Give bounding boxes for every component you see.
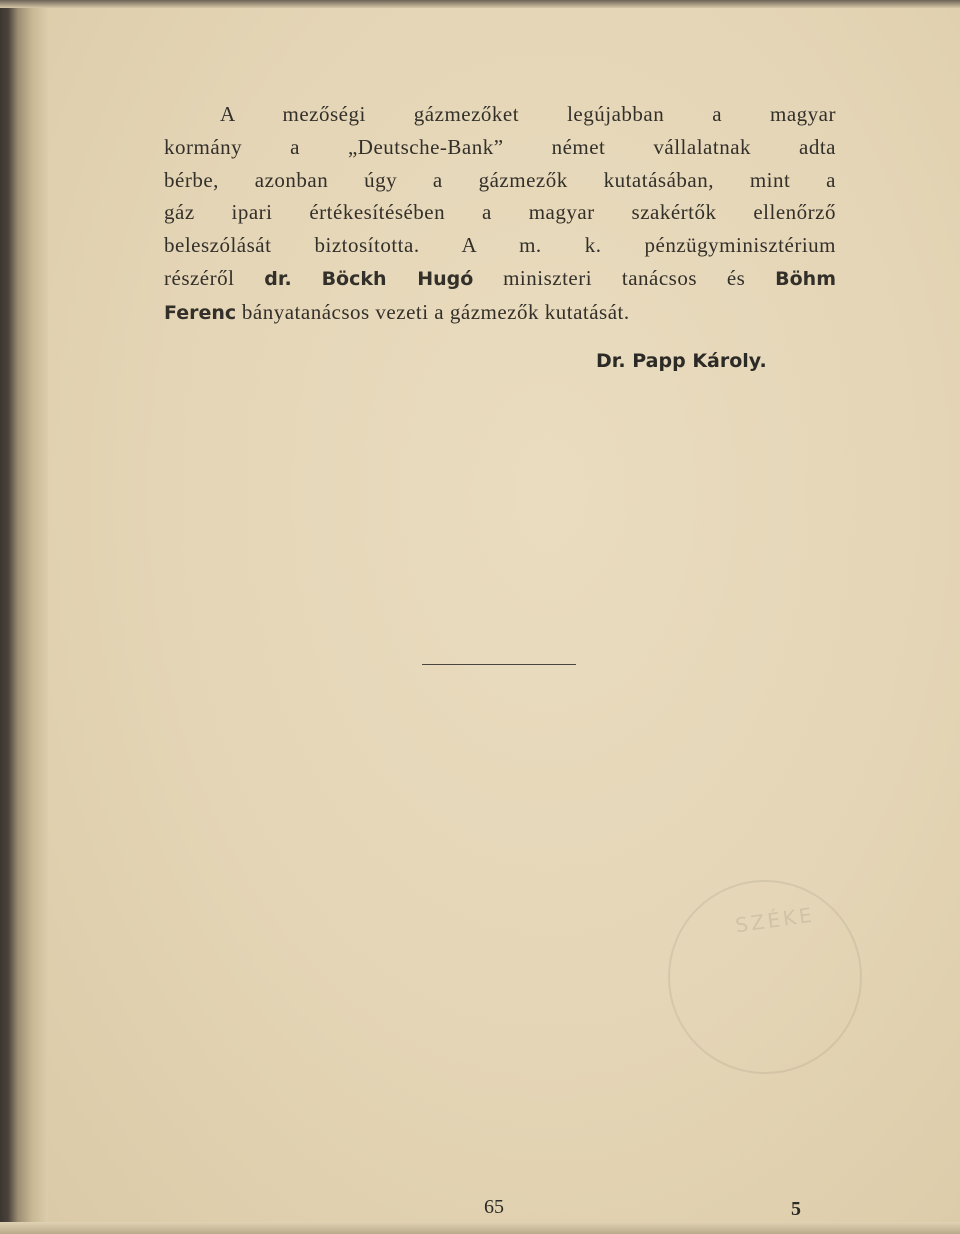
paragraph-line: gáz ipari értékesítésében a magyar szakértők ellenőrző bbox=[164, 200, 836, 225]
line-space bbox=[292, 266, 322, 290]
section-divider bbox=[422, 664, 576, 665]
body-paragraph bbox=[164, 98, 836, 330]
paragraph-line: kormány a „Deutsche-Bank” német vállalatnak adta bbox=[164, 134, 836, 159]
line-text: bányatanácsos vezeti a gázmezők kutatását. bbox=[236, 299, 630, 324]
page-bottom-edge bbox=[0, 1222, 960, 1234]
title-dr: dr. bbox=[264, 267, 292, 290]
person-name: Ferenc bbox=[164, 301, 237, 324]
line-text: miniszteri tanácsos és bbox=[473, 265, 776, 290]
author-signature: Dr. Papp Károly. bbox=[596, 350, 767, 372]
paragraph-line: bérbe, azonban úgy a gázmezők kutatásában, mint a bbox=[164, 167, 836, 192]
paragraph-line: beleszólását biztosította. A m. k. pénzügyminisztérium bbox=[164, 233, 836, 258]
page-number-right: 5 bbox=[791, 1198, 801, 1220]
paragraph-line: A mezőségi gázmezőket legújabban a magyar bbox=[220, 102, 836, 126]
line-text: részéről bbox=[164, 265, 265, 290]
person-name: Böckh Hugó bbox=[321, 267, 474, 290]
page-number-left: 65 bbox=[484, 1196, 504, 1218]
library-stamp-text: SZÉKE bbox=[733, 902, 817, 938]
book-binding-shadow bbox=[0, 0, 48, 1234]
person-name: Böhm bbox=[775, 267, 836, 290]
paragraph-line bbox=[164, 262, 836, 296]
paragraph-line bbox=[164, 296, 836, 330]
page-top-edge bbox=[0, 0, 960, 8]
